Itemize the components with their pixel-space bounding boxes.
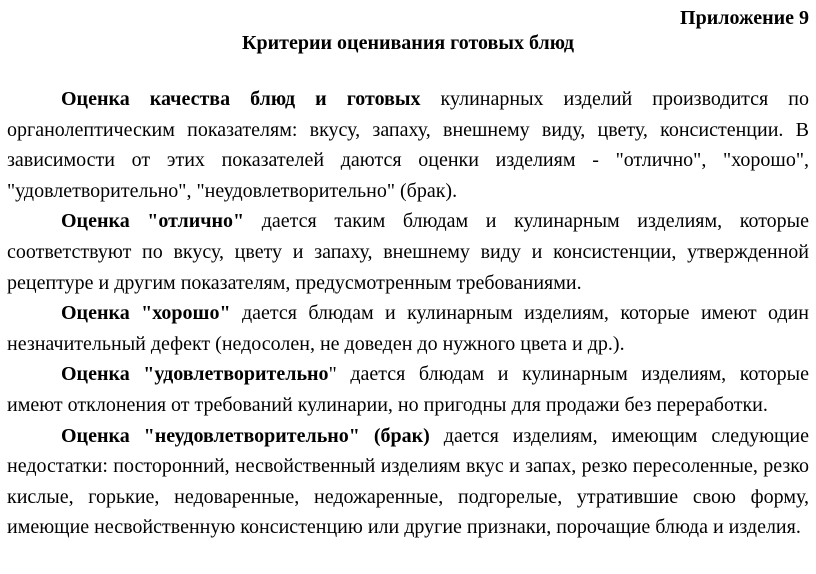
paragraph-lead: Оценка качества блюд и готовых — [61, 88, 421, 110]
paragraph-quality-assessment — [7, 84, 809, 206]
paragraph-body: дается изделиям, имеющим следующие недостатки: посторонний, несвойственный изделиям вкус и запах, резко пересоленные, резко кислые, горькие, недоваренные, недожаренные, подгорелые, утратившие свою форму, имеющие несвойственную консистенцию или другие признаки, порочащие блюда и изделия. — [7, 424, 809, 539]
paragraph-lead: Оценка "неудовлетворительно" (брак) — [61, 424, 430, 447]
paragraph-satisfactory — [7, 359, 809, 420]
appendix-label: Приложение 9 — [680, 7, 809, 29]
paragraph-body: дается таким блюдам и кулинарным изделиям, которые соответствуют по вкусу, цвету и запаху, внешнему виду и консистенции, утвержденной рецептуре и другим показателям, предусмотренным требованиями. — [7, 210, 809, 294]
paragraph-lead: Оценка "удовлетворительно — [61, 363, 329, 386]
paragraph-body: дается блюдам и кулинарным изделиям, которые имеют один незначительный дефект (недосолен, не доведен до нужного цвета и др.). — [7, 302, 809, 355]
paragraph-good — [7, 298, 809, 359]
document-title: Критерии оценивания готовых блюд — [242, 32, 574, 54]
paragraph-excellent — [7, 206, 809, 298]
paragraph-lead: Оценка "отлично" — [61, 210, 245, 233]
paragraph-unsatisfactory — [7, 421, 809, 543]
paragraph-lead: Оценка "хорошо" — [61, 302, 231, 325]
paragraph-body: " дается блюдам и кулинарным изделиям, которые имеют отклонения от требований кулинарии, но пригодны для продажи без переработки. — [7, 363, 809, 416]
paragraph-body: кулинарных изделий производится по органолептическим показателям: вкусу, запаху, внешнему виду, цвету, консистенции. В зависимости от этих показателей даются оценки изделиям - "отлично", "хорошо", "удовлетворительно", "неудовлетворительно" (брак). — [7, 88, 809, 202]
